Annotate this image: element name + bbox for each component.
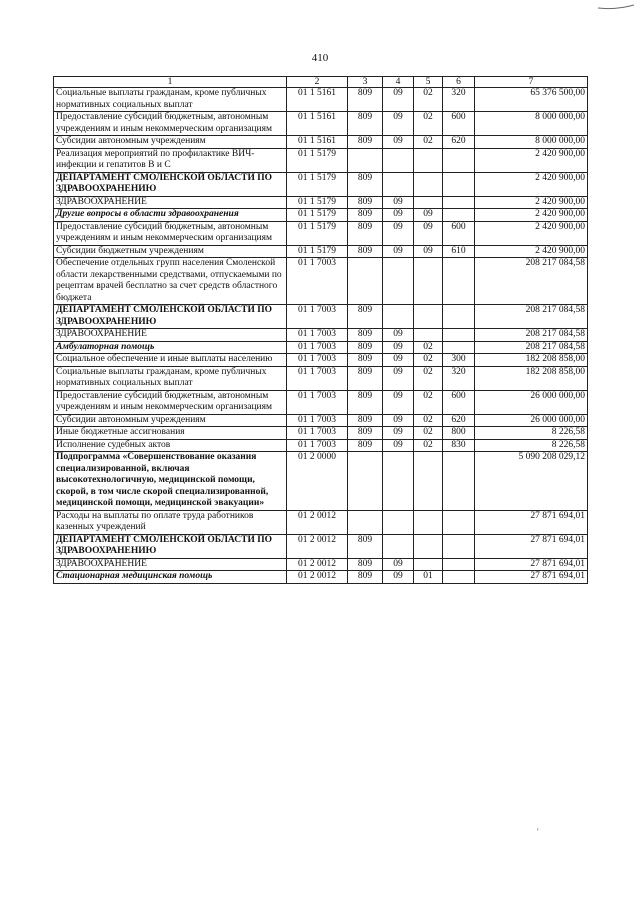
row-admin-code: 809 bbox=[348, 112, 383, 136]
row-subsection-code bbox=[414, 148, 443, 172]
table-row bbox=[54, 510, 588, 534]
row-subsection-code: 02 bbox=[414, 354, 443, 367]
row-name: Реализация мероприятий по профилактике ВИЧ-инфекции и гепатитов В и С bbox=[54, 148, 287, 172]
row-expense-type: 320 bbox=[443, 366, 475, 390]
row-amount: 8 226,58 bbox=[475, 439, 588, 452]
table-row bbox=[54, 329, 588, 342]
row-target-code: 01 2 0012 bbox=[287, 571, 348, 584]
row-admin-code: 809 bbox=[348, 196, 383, 209]
row-expense-type bbox=[443, 510, 475, 534]
row-amount: 8 000 000,00 bbox=[475, 112, 588, 136]
row-admin-code: 809 bbox=[348, 534, 383, 558]
row-expense-type bbox=[443, 558, 475, 571]
row-subsection-code bbox=[414, 172, 443, 196]
row-amount: 26 000 000,00 bbox=[475, 414, 588, 427]
header-col-4: 4 bbox=[383, 77, 414, 88]
row-expense-type: 320 bbox=[443, 88, 475, 112]
table-row bbox=[54, 209, 588, 222]
table-row bbox=[54, 354, 588, 367]
row-expense-type bbox=[443, 196, 475, 209]
row-target-code: 01 1 7003 bbox=[287, 414, 348, 427]
table-row bbox=[54, 341, 588, 354]
table-row bbox=[54, 172, 588, 196]
row-target-code: 01 1 7003 bbox=[287, 258, 348, 305]
row-name: ЗДРАВООХРАНЕНИЕ bbox=[54, 196, 287, 209]
row-subsection-code bbox=[414, 196, 443, 209]
row-name: ЗДРАВООХРАНЕНИЕ bbox=[54, 329, 287, 342]
row-name: ДЕПАРТАМЕНТ СМОЛЕНСКОЙ ОБЛАСТИ ПО ЗДРАВООХРАНЕНИЮ bbox=[54, 305, 287, 329]
row-amount: 208 217 084,58 bbox=[475, 305, 588, 329]
row-amount: 182 208 858,00 bbox=[475, 366, 588, 390]
row-target-code: 01 1 7003 bbox=[287, 439, 348, 452]
row-expense-type bbox=[443, 148, 475, 172]
table-row bbox=[54, 136, 588, 149]
row-amount: 2 420 900,00 bbox=[475, 209, 588, 222]
row-name: Стационарная медицинская помощь bbox=[54, 571, 287, 584]
row-section-code: 09 bbox=[383, 88, 414, 112]
row-section-code: 09 bbox=[383, 209, 414, 222]
row-subsection-code bbox=[414, 258, 443, 305]
row-target-code: 01 2 0012 bbox=[287, 534, 348, 558]
row-expense-type bbox=[443, 452, 475, 511]
row-section-code bbox=[383, 534, 414, 558]
row-expense-type: 300 bbox=[443, 354, 475, 367]
row-target-code: 01 1 5179 bbox=[287, 172, 348, 196]
row-name: Предоставление субсидий бюджетным, автономным учреждениям и иным некоммерческим организациям bbox=[54, 390, 287, 414]
row-subsection-code bbox=[414, 329, 443, 342]
row-subsection-code bbox=[414, 510, 443, 534]
row-amount: 2 420 900,00 bbox=[475, 148, 588, 172]
row-amount: 2 420 900,00 bbox=[475, 245, 588, 258]
header-col-7: 7 bbox=[475, 77, 588, 88]
row-subsection-code: 02 bbox=[414, 341, 443, 354]
page-number: 410 bbox=[311, 52, 329, 64]
row-subsection-code: 02 bbox=[414, 439, 443, 452]
budget-table bbox=[53, 76, 588, 584]
row-section-code: 09 bbox=[383, 390, 414, 414]
table-row bbox=[54, 414, 588, 427]
scan-tick-mark: ' bbox=[537, 827, 539, 837]
row-admin-code: 809 bbox=[348, 245, 383, 258]
header-col-1: 1 bbox=[54, 77, 287, 88]
row-name: Обеспечение отдельных групп населения Смоленской области лекарственными средствами, отпускаемыми по рецептам врачей бесплатно за счет средств областного бюджета bbox=[54, 258, 287, 305]
row-target-code: 01 2 0000 bbox=[287, 452, 348, 511]
row-target-code: 01 1 7003 bbox=[287, 341, 348, 354]
row-section-code: 09 bbox=[383, 245, 414, 258]
row-name: Субсидии автономным учреждениям bbox=[54, 136, 287, 149]
row-section-code bbox=[383, 452, 414, 511]
row-section-code: 09 bbox=[383, 112, 414, 136]
table-header-row bbox=[54, 77, 588, 88]
row-name: ДЕПАРТАМЕНТ СМОЛЕНСКОЙ ОБЛАСТИ ПО ЗДРАВООХРАНЕНИЮ bbox=[54, 534, 287, 558]
row-amount: 208 217 084,58 bbox=[475, 258, 588, 305]
row-target-code: 01 1 5161 bbox=[287, 136, 348, 149]
row-name: Субсидии бюджетным учреждениям bbox=[54, 245, 287, 258]
table-row bbox=[54, 196, 588, 209]
row-subsection-code: 02 bbox=[414, 366, 443, 390]
row-admin-code: 809 bbox=[348, 136, 383, 149]
table-row bbox=[54, 558, 588, 571]
row-name: Подпрограмма «Совершенствование оказания специализированной, включая высокотехнологичную, медицинской помощи, скорой, в том числе скорой специализированной, медицинской помощи, медицинской эвакуации» bbox=[54, 452, 287, 511]
row-target-code: 01 1 5179 bbox=[287, 221, 348, 245]
row-expense-type bbox=[443, 571, 475, 584]
row-name: Субсидии автономным учреждениям bbox=[54, 414, 287, 427]
row-amount: 2 420 900,00 bbox=[475, 196, 588, 209]
row-target-code: 01 1 7003 bbox=[287, 329, 348, 342]
row-section-code: 09 bbox=[383, 571, 414, 584]
row-admin-code: 809 bbox=[348, 354, 383, 367]
row-target-code: 01 1 7003 bbox=[287, 305, 348, 329]
row-expense-type: 800 bbox=[443, 427, 475, 440]
row-admin-code: 809 bbox=[348, 305, 383, 329]
row-name: Предоставление субсидий бюджетным, автономным учреждениям и иным некоммерческим организациям bbox=[54, 112, 287, 136]
row-section-code bbox=[383, 510, 414, 534]
row-amount: 182 208 858,00 bbox=[475, 354, 588, 367]
row-section-code: 09 bbox=[383, 354, 414, 367]
row-section-code: 09 bbox=[383, 439, 414, 452]
row-section-code: 09 bbox=[383, 427, 414, 440]
row-amount: 208 217 084,58 bbox=[475, 341, 588, 354]
row-admin-code: 809 bbox=[348, 329, 383, 342]
row-expense-type: 620 bbox=[443, 414, 475, 427]
row-expense-type: 600 bbox=[443, 112, 475, 136]
header-col-3: 3 bbox=[348, 77, 383, 88]
row-name: Социальные выплаты гражданам, кроме публичных нормативных социальных выплат bbox=[54, 88, 287, 112]
row-expense-type bbox=[443, 209, 475, 222]
row-name: ЗДРАВООХРАНЕНИЕ bbox=[54, 558, 287, 571]
table-row bbox=[54, 258, 588, 305]
row-subsection-code bbox=[414, 452, 443, 511]
row-amount: 27 871 694,01 bbox=[475, 534, 588, 558]
row-subsection-code: 02 bbox=[414, 112, 443, 136]
row-expense-type: 600 bbox=[443, 390, 475, 414]
row-target-code: 01 1 5179 bbox=[287, 148, 348, 172]
row-section-code: 09 bbox=[383, 136, 414, 149]
header-col-5: 5 bbox=[414, 77, 443, 88]
row-admin-code bbox=[348, 148, 383, 172]
table-row bbox=[54, 305, 588, 329]
row-admin-code: 809 bbox=[348, 88, 383, 112]
row-name: Исполнение судебных актов bbox=[54, 439, 287, 452]
row-name: Иные бюджетные ассигнования bbox=[54, 427, 287, 440]
row-admin-code: 809 bbox=[348, 558, 383, 571]
row-section-code: 09 bbox=[383, 366, 414, 390]
row-name: Предоставление субсидий бюджетным, автономным учреждениям и иным некоммерческим организациям bbox=[54, 221, 287, 245]
row-expense-type bbox=[443, 329, 475, 342]
row-amount: 27 871 694,01 bbox=[475, 571, 588, 584]
row-admin-code: 809 bbox=[348, 341, 383, 354]
row-section-code bbox=[383, 258, 414, 305]
row-subsection-code: 02 bbox=[414, 390, 443, 414]
row-section-code: 09 bbox=[383, 414, 414, 427]
row-subsection-code: 02 bbox=[414, 88, 443, 112]
row-expense-type bbox=[443, 258, 475, 305]
row-subsection-code bbox=[414, 534, 443, 558]
row-section-code bbox=[383, 305, 414, 329]
table-row bbox=[54, 439, 588, 452]
row-expense-type bbox=[443, 341, 475, 354]
row-name: Другие вопросы в области здравоохранения bbox=[54, 209, 287, 222]
row-section-code: 09 bbox=[383, 196, 414, 209]
scan-corner-mark bbox=[596, 2, 636, 16]
row-amount: 26 000 000,00 bbox=[475, 390, 588, 414]
header-col-6: 6 bbox=[443, 77, 475, 88]
row-admin-code bbox=[348, 452, 383, 511]
row-section-code bbox=[383, 172, 414, 196]
row-section-code: 09 bbox=[383, 221, 414, 245]
table-row bbox=[54, 221, 588, 245]
row-target-code: 01 1 5161 bbox=[287, 112, 348, 136]
row-target-code: 01 1 7003 bbox=[287, 390, 348, 414]
row-subsection-code bbox=[414, 305, 443, 329]
row-subsection-code: 02 bbox=[414, 427, 443, 440]
row-subsection-code bbox=[414, 558, 443, 571]
row-admin-code bbox=[348, 510, 383, 534]
row-amount: 8 226,58 bbox=[475, 427, 588, 440]
row-admin-code: 809 bbox=[348, 366, 383, 390]
row-expense-type: 600 bbox=[443, 221, 475, 245]
row-admin-code bbox=[348, 258, 383, 305]
row-name: Социальное обеспечение и иные выплаты населению bbox=[54, 354, 287, 367]
table-row bbox=[54, 245, 588, 258]
row-admin-code: 809 bbox=[348, 439, 383, 452]
row-target-code: 01 1 7003 bbox=[287, 354, 348, 367]
row-amount: 2 420 900,00 bbox=[475, 221, 588, 245]
row-name: Расходы на выплаты по оплате труда работников казенных учреждений bbox=[54, 510, 287, 534]
table-row bbox=[54, 112, 588, 136]
row-admin-code: 809 bbox=[348, 414, 383, 427]
row-expense-type bbox=[443, 172, 475, 196]
table-row bbox=[54, 148, 588, 172]
row-target-code: 01 1 7003 bbox=[287, 366, 348, 390]
row-section-code bbox=[383, 148, 414, 172]
row-amount: 208 217 084,58 bbox=[475, 329, 588, 342]
row-amount: 8 000 000,00 bbox=[475, 136, 588, 149]
row-target-code: 01 1 5179 bbox=[287, 196, 348, 209]
row-subsection-code: 02 bbox=[414, 136, 443, 149]
table-row bbox=[54, 571, 588, 584]
row-subsection-code: 09 bbox=[414, 221, 443, 245]
row-target-code: 01 1 7003 bbox=[287, 427, 348, 440]
row-expense-type bbox=[443, 534, 475, 558]
row-section-code: 09 bbox=[383, 558, 414, 571]
row-target-code: 01 1 5179 bbox=[287, 209, 348, 222]
row-name: Амбулаторная помощь bbox=[54, 341, 287, 354]
row-amount: 5 090 208 029,12 bbox=[475, 452, 588, 511]
header-col-2: 2 bbox=[287, 77, 348, 88]
row-admin-code: 809 bbox=[348, 427, 383, 440]
table-row bbox=[54, 366, 588, 390]
row-admin-code: 809 bbox=[348, 390, 383, 414]
row-admin-code: 809 bbox=[348, 209, 383, 222]
row-subsection-code: 02 bbox=[414, 414, 443, 427]
row-section-code: 09 bbox=[383, 329, 414, 342]
table-row bbox=[54, 427, 588, 440]
table-row bbox=[54, 452, 588, 511]
row-amount: 27 871 694,01 bbox=[475, 510, 588, 534]
row-subsection-code: 09 bbox=[414, 245, 443, 258]
row-name: Социальные выплаты гражданам, кроме публичных нормативных социальных выплат bbox=[54, 366, 287, 390]
row-expense-type: 610 bbox=[443, 245, 475, 258]
row-expense-type: 620 bbox=[443, 136, 475, 149]
row-target-code: 01 1 5161 bbox=[287, 88, 348, 112]
row-subsection-code: 01 bbox=[414, 571, 443, 584]
row-admin-code: 809 bbox=[348, 221, 383, 245]
row-expense-type bbox=[443, 305, 475, 329]
row-subsection-code: 09 bbox=[414, 209, 443, 222]
row-admin-code: 809 bbox=[348, 571, 383, 584]
row-target-code: 01 2 0012 bbox=[287, 510, 348, 534]
row-target-code: 01 1 5179 bbox=[287, 245, 348, 258]
row-target-code: 01 2 0012 bbox=[287, 558, 348, 571]
table-row bbox=[54, 534, 588, 558]
row-expense-type: 830 bbox=[443, 439, 475, 452]
row-section-code: 09 bbox=[383, 341, 414, 354]
row-amount: 27 871 694,01 bbox=[475, 558, 588, 571]
table-row bbox=[54, 390, 588, 414]
row-name: ДЕПАРТАМЕНТ СМОЛЕНСКОЙ ОБЛАСТИ ПО ЗДРАВООХРАНЕНИЮ bbox=[54, 172, 287, 196]
row-amount: 2 420 900,00 bbox=[475, 172, 588, 196]
row-admin-code: 809 bbox=[348, 172, 383, 196]
row-amount: 65 376 500,00 bbox=[475, 88, 588, 112]
table-row bbox=[54, 88, 588, 112]
